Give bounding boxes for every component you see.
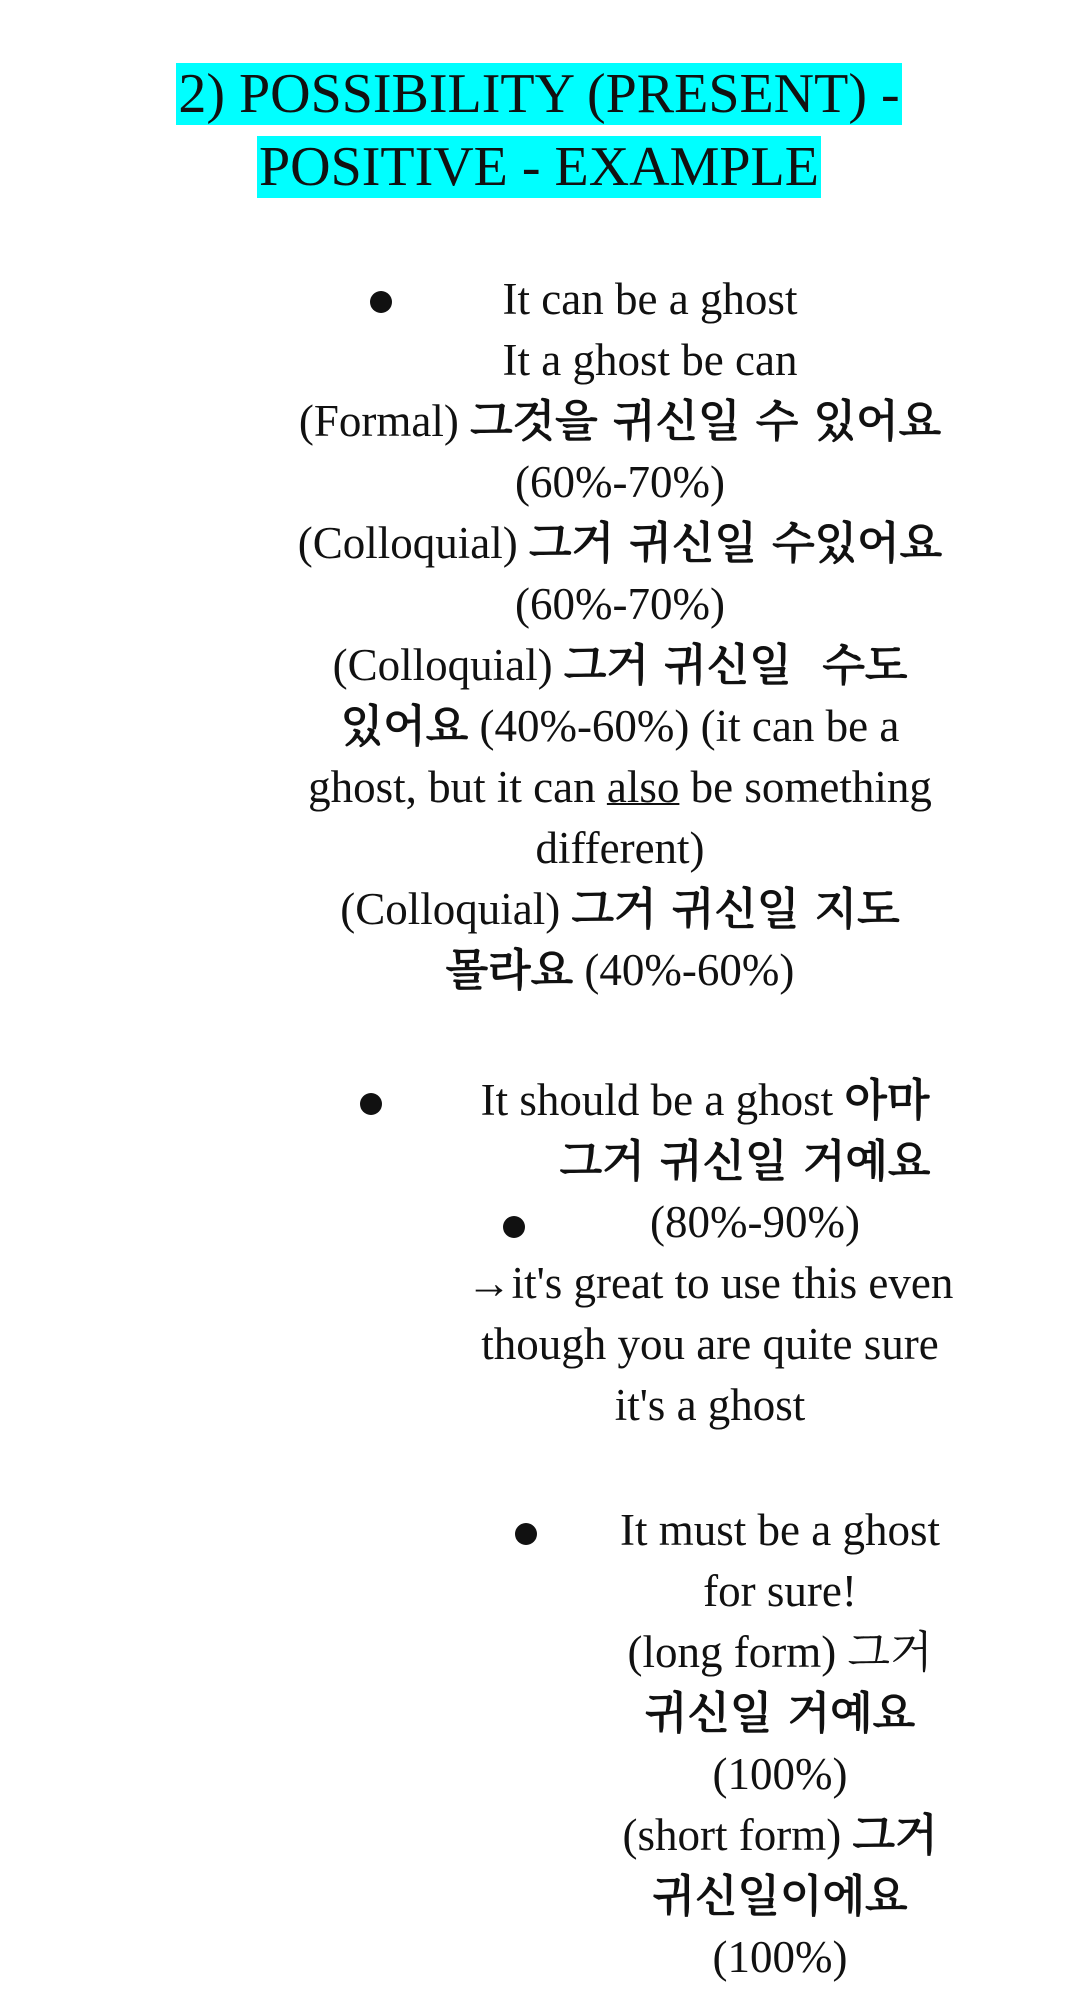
title-line-1: 2) POSSIBILITY (PRESENT) - — [178, 63, 900, 125]
colloquial3-korean-b: 몰라요 — [445, 945, 574, 996]
long-form-korean-b: 귀신일 거예요 — [644, 1688, 916, 1739]
section1-literal: It a ghost be can — [502, 335, 798, 385]
section2-english: It should be a ghost — [480, 1075, 834, 1125]
colloquial2-percentage: (40%-60%) — [479, 701, 690, 751]
colloquial3-percentage: (40%-60%) — [584, 945, 795, 995]
page-title — [0, 58, 1078, 204]
section2-note-line1: →it's great to use this even — [466, 1258, 954, 1308]
section1-english: It can be a ghost — [502, 274, 798, 324]
colloquial2-label: (Colloquial) — [332, 640, 553, 690]
colloquial2-note-b: ghost, but it can — [308, 762, 596, 812]
section2-note-line3: it's a ghost — [614, 1380, 806, 1430]
title-line-2: POSITIVE - EXAMPLE — [259, 136, 819, 198]
colloquial1-label: (Colloquial) — [297, 518, 518, 568]
section2-percentage: (80%-90%) — [650, 1197, 860, 1247]
section2-korean-a: 아마 — [844, 1075, 930, 1126]
section2-note-line2: though you are quite sure — [481, 1319, 939, 1369]
section3-english-line1: It must be a ghost — [620, 1505, 940, 1555]
colloquial2-note-a: (it can be a — [700, 701, 900, 751]
colloquial1-percentage: (60%-70%) — [515, 579, 725, 629]
long-form-percentage: (100%) — [712, 1749, 848, 1799]
bullet-icon — [360, 1093, 382, 1115]
formal-percentage: (60%-70%) — [515, 457, 725, 507]
formal-korean: 그것을 귀신일 수 있어요 — [470, 396, 942, 447]
long-form-label: (long form) — [627, 1627, 837, 1677]
bullet-icon — [515, 1523, 537, 1545]
colloquial2-korean-b: 있어요 — [340, 701, 469, 752]
colloquial2-note-d: different) — [535, 823, 705, 873]
colloquial3-label: (Colloquial) — [340, 884, 561, 934]
section3-english-line2: for sure! — [703, 1566, 857, 1616]
short-form-label: (short form) — [622, 1810, 842, 1860]
short-form-percentage: (100%) — [712, 1932, 848, 1982]
section-can-be-ghost — [230, 269, 1010, 1001]
section-must-be-ghost — [570, 1500, 990, 1988]
formal-label: (Formal) — [298, 396, 459, 446]
colloquial1-korean: 그거 귀신일 수있어요 — [529, 518, 943, 569]
short-form-korean-b: 귀신일이에요 — [652, 1871, 908, 1922]
section2-details — [410, 1192, 1010, 1436]
colloquial2-note-c: be something — [690, 762, 932, 812]
short-form-korean-a: 그거 — [852, 1810, 938, 1861]
section2-korean-b: 그거 귀신일 거예요 — [559, 1136, 931, 1187]
colloquial2-korean-a: 그거 귀신일 수도 — [563, 640, 908, 691]
long-form-korean-a: 그거 — [847, 1627, 933, 1678]
colloquial3-korean-a: 그거 귀신일 지도 — [571, 884, 900, 935]
colloquial2-note-also: also — [606, 762, 680, 812]
section-should-be-ghost — [400, 1070, 1010, 1192]
